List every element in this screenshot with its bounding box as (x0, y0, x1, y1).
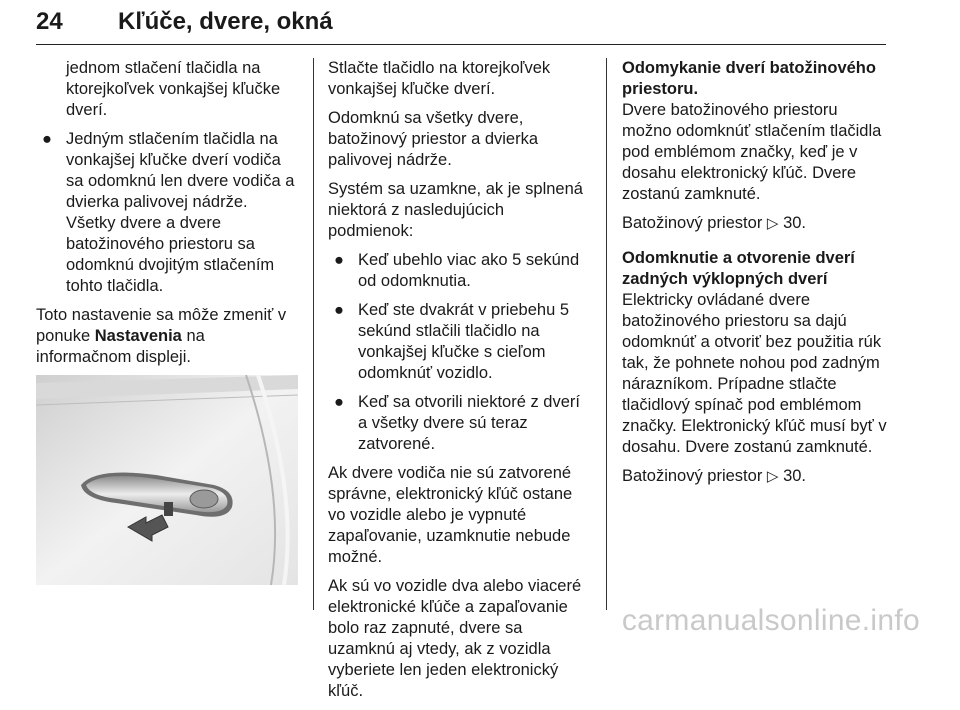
chapter-title: Kľúče, dvere, okná (118, 8, 333, 35)
page-number: 24 (36, 8, 63, 35)
settings-menu-name: Nastavenia (94, 327, 182, 345)
paragraph: Stlačte tlačidlo na ktorejkoľvek vonkajšej kľučke dverí. (328, 59, 551, 98)
door-handle-illustration (36, 375, 298, 585)
bullet-list (36, 129, 300, 297)
list-item: ● Keď ste dvakrát v priebehu 5 sekúnd stlačili tlačidlo na vonkajšej kľučke s cieľom odomknúť vozidlo. (334, 301, 570, 382)
bullet-icon: ● (334, 393, 344, 411)
column-divider (313, 58, 314, 610)
paragraph: Odomknú sa všetky dvere, batožinový priestor a dvierka palivovej nádrže. (328, 109, 539, 169)
column-3 (622, 58, 890, 495)
bullet-icon: ● (42, 130, 52, 148)
paragraph: Ak sú vo vozidle dva alebo viaceré elektronické kľúče a zapaľovanie bolo raz zapnuté, dvere sa uzamknú aj vtedy, ak z vozidla vyberiete len jeden elektronický kľúč. (328, 577, 582, 700)
paragraph-settings: Toto nastavenie sa môže zmeniť v ponuke Nastavenia na informačnom displeji. (36, 306, 287, 366)
bullet-icon: ● (334, 251, 344, 269)
paragraph: Dvere batožinového priestoru možno odomknúť stlačením tlačidla pod emblémom značky, keď je v dosahu elektronický kľúč. Dvere zostanú zamknuté. (622, 101, 882, 203)
cross-reference[interactable]: Batožinový priestor ▷ 30. (622, 467, 806, 485)
arrow-icon: ▷ (766, 215, 779, 232)
paragraph: Ak dvere vodiča nie sú zatvorené správne, elektronický kľúč ostane vo vozidle alebo je vypnuté zapaľovanie, uzamknutie nebude možné. (328, 464, 573, 566)
list-item: ● Keď ubehlo viac ako 5 sekúnd od odomknutia. (334, 251, 580, 290)
list-item: ● Keď sa otvorili niektoré z dverí a všetky dvere sú teraz zatvorené. (334, 393, 580, 453)
section-heading: Odomknutie a otvorenie dverí zadných výklopných dverí (622, 249, 855, 288)
arrow-icon: ▷ (766, 468, 779, 485)
paragraph: Elektricky ovládané dvere batožinového priestoru sa dajú odomknúť a otvoriť bez použitia rúk tak, že pohnete nohou pod zadným nárazníkom. Prípadne stlačte tlačidlový spínač pod emblémom značky. Elektronický kľúč musí byť v dosahu. Dvere zostanú zamknuté. (622, 291, 887, 456)
door-handle-drawing (36, 375, 298, 585)
bullet-icon: ● (334, 301, 344, 319)
continued-bullet-text: jednom stlačení tlačidla na ktorejkoľvek vonkajšej kľučke dverí. (66, 59, 281, 119)
list-item: ● Jedným stlačením tlačidla na vonkajšej kľučke dverí vodiča sa odomknú len dvere vodiča a dvierka palivovej nádrže. Všetky dvere a dvere batožinového priestoru sa odomknú dvojitým stlačením tohto tlačidla. (42, 130, 295, 295)
paragraph: Systém sa uzamkne, ak je splnená niektorá z nasledujúcich podmienok: (328, 180, 583, 240)
column-divider (606, 58, 607, 610)
column-2 (328, 58, 590, 710)
cross-reference[interactable]: Batožinový priestor ▷ 30. (622, 214, 806, 232)
watermark: carmanualsonline.info (621, 604, 920, 637)
bullet-list (328, 250, 590, 455)
page-header (36, 6, 886, 45)
section-heading: Odomykanie dverí batožinového priestoru. (622, 59, 876, 98)
